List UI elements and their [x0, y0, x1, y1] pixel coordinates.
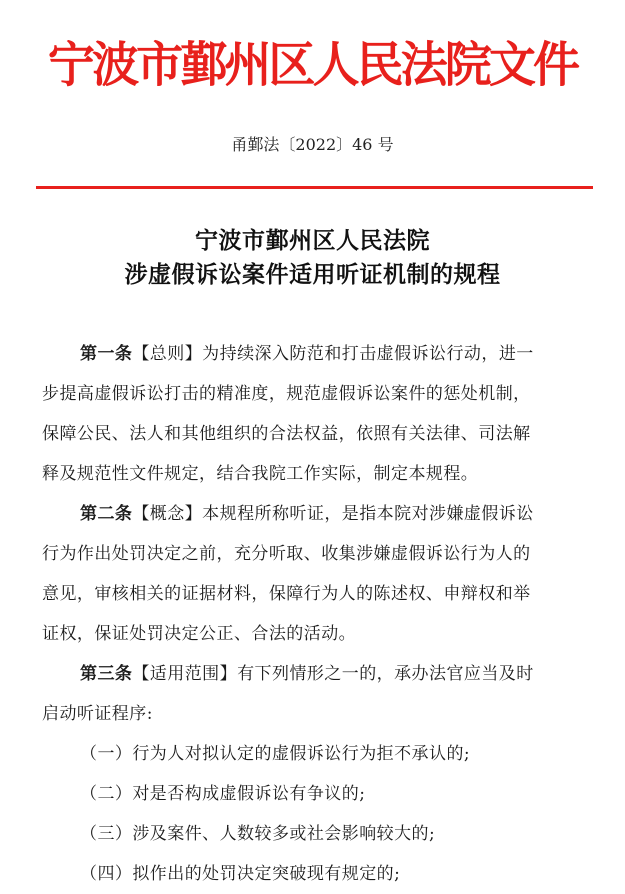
article-1-text: 为持续深入防范和打击虚假诉讼行动，进一 — [202, 344, 534, 364]
article-2-line-2: 行为作出处罚决定之前，充分听取、收集涉嫌虚假诉讼行为人的 — [42, 544, 531, 564]
article-1-line-3: 保障公民、法人和其他组织的合法权益，依照有关法律、司法解 — [42, 424, 531, 444]
article-3-line-1 — [42, 654, 586, 694]
title-line-1: 宁波市鄞州区人民法院 — [195, 227, 430, 254]
title-line-2: 涉虚假诉讼案件适用听证机制的规程 — [124, 261, 501, 288]
article-2-line-1 — [42, 494, 586, 534]
list-item: （一）行为人对拟认定的虚假诉讼行为拒不承认的; — [80, 744, 471, 764]
document-body — [42, 334, 586, 894]
article-1-label: 第一条 — [80, 344, 133, 364]
article-3-text: 有下列情形之一的，承办法官应当及时 — [237, 664, 534, 684]
article-2-line-4: 证权，保证处罚决定公正、合法的活动。 — [42, 624, 357, 644]
article-1-line-4: 释及规范性文件规定，结合我院工作实际，制定本规程。 — [42, 464, 479, 484]
article-1-line-1 — [42, 334, 586, 374]
article-1-tag: 【总则】 — [132, 344, 203, 364]
document-header-title: 宁波市鄞州区人民法院文件 — [47, 37, 578, 93]
document-number: 甬鄞法〔2022〕46 号 — [231, 135, 394, 154]
article-2-tag: 【概念】 — [132, 504, 203, 524]
article-2-line-3: 意见，审核相关的证据材料，保障行为人的陈述权、申辩权和举 — [42, 584, 531, 604]
list-item: （二）对是否构成虚假诉讼有争议的; — [80, 784, 366, 804]
article-3-tag: 【适用范围】 — [132, 664, 238, 684]
article-3-line-2: 启动听证程序: — [42, 704, 153, 724]
document-title — [0, 224, 625, 292]
list-item: （三）涉及案件、人数较多或社会影响较大的; — [80, 824, 436, 844]
article-1-line-2: 步提高虚假诉讼打击的精准度，规范虚假诉讼案件的惩处机制， — [42, 384, 531, 404]
article-3-label: 第三条 — [80, 664, 133, 684]
article-2-label: 第二条 — [80, 504, 133, 524]
article-2-text: 本规程所称听证，是指本院对涉嫌虚假诉讼 — [202, 504, 534, 524]
red-divider-line — [36, 186, 593, 189]
list-item: （四）拟作出的处罚决定突破现有规定的; — [80, 864, 401, 884]
